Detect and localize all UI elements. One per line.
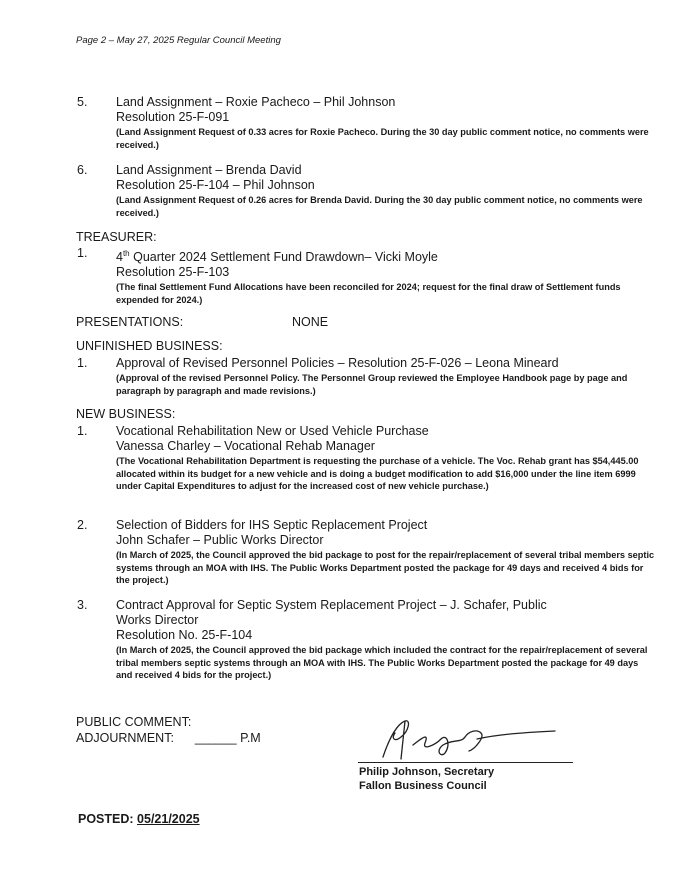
signature-scribble <box>365 715 565 765</box>
presentations-value: NONE <box>292 315 329 329</box>
public-comment-heading: PUBLIC COMMENT: <box>76 715 192 729</box>
item-resolution: Resolution 25-F-103 <box>116 265 230 280</box>
adjournment-label: ADJOURNMENT: <box>76 731 174 745</box>
item-resolution: Resolution No. 25-F-104 <box>116 628 253 642</box>
adjournment-suffix: P.M <box>240 731 261 745</box>
signature-line <box>358 762 573 763</box>
item-title: Land Assignment – Roxie Pacheco – Phil Johnson <box>116 95 396 109</box>
item-title-cont: Works Director <box>116 613 199 627</box>
item-number: 6. <box>77 163 88 177</box>
presentations-heading: PRESENTATIONS: <box>76 315 184 329</box>
item-title: Land Assignment – Brenda David <box>116 163 302 177</box>
signature-block <box>359 765 494 793</box>
item-title: 4th Quarter 2024 Settlement Fund Drawdown– Vicki Moyle <box>116 249 438 265</box>
unfinished-heading: UNFINISHED BUSINESS: <box>76 339 223 353</box>
item-presenter: John Schafer – Public Works Director <box>116 533 324 547</box>
item-number: 1. <box>77 424 88 438</box>
item-note: (In March of 2025, the Council approved the bid package which included the contract for the repair/replacement of several tribal members septic systems through an MOA with IHS. The Public Works Department posted the package for 49 days and received 4 bids for the project.) <box>116 645 648 680</box>
item-title: Contract Approval for Septic System Replacement Project – J. Schafer, Public <box>116 598 547 612</box>
item-note: (Land Assignment Request of 0.26 acres for Brenda David. During the 30 day public comment notice, no comments were received.) <box>116 195 643 218</box>
new-business-heading: NEW BUSINESS: <box>76 407 176 421</box>
item-note: (Land Assignment Request of 0.33 acres for Roxie Pacheco. During the 30 day public comment notice, no comments were received.) <box>116 127 649 150</box>
item-note: (In March of 2025, the Council approved the bid package to post for the repair/replacement of several tribal members septic systems through an MOA with IHS. The Public Works Department posted the package for 49 days and received 4 bids for the project.) <box>116 550 655 585</box>
adjournment-line <box>76 731 261 746</box>
item-title: Selection of Bidders for IHS Septic Replacement Project <box>116 518 428 532</box>
adjournment-blank: ______ <box>194 731 237 745</box>
signer-name: Philip Johnson, Secretary <box>359 766 495 778</box>
item-note: (The final Settlement Fund Allocations have been reconciled for 2024; request for the final draw of Settlement funds expended for 2024.) <box>116 282 621 305</box>
item-number: 2. <box>77 518 88 532</box>
item-title: Vocational Rehabilitation New or Used Vehicle Purchase <box>116 424 429 438</box>
item-presenter: Vanessa Charley – Vocational Rehab Manager <box>116 439 375 453</box>
item-note: (The Vocational Rehabilitation Department is requesting the purchase of a vehicle. The Voc. Rehab grant has $54,445.00 allocated within its budget for a new vehicle and is doing a budget modification to add $16,000 under the line item 6999 under Capital Expenditures to adjust for the increased cost of new vehicle purchase.) <box>116 456 639 491</box>
treasurer-heading: TREASURER: <box>76 230 157 244</box>
posted-line <box>78 812 200 826</box>
item-title: Approval of Revised Personnel Policies – Resolution 25-F-026 – Leona Mineard <box>116 356 559 370</box>
item-resolution: Resolution 25-F-091 <box>116 110 230 124</box>
item-number: 3. <box>77 598 88 612</box>
posted-label: POSTED: <box>78 812 134 826</box>
item-resolution: Resolution 25-F-104 – Phil Johnson <box>116 178 315 192</box>
item-note: (Approval of the revised Personnel Policy. The Personnel Group reviewed the Employee Handbook page by page and paragraph by paragraph and made revisions.) <box>116 373 628 396</box>
page-header: Page 2 – May 27, 2025 Regular Council Meeting <box>76 35 281 46</box>
item-number: 1. <box>77 356 88 370</box>
item-number: 1. <box>77 246 88 260</box>
item-number: 5. <box>77 95 88 109</box>
signer-org: Fallon Business Council <box>359 780 487 792</box>
posted-date: 05/21/2025 <box>137 812 200 826</box>
